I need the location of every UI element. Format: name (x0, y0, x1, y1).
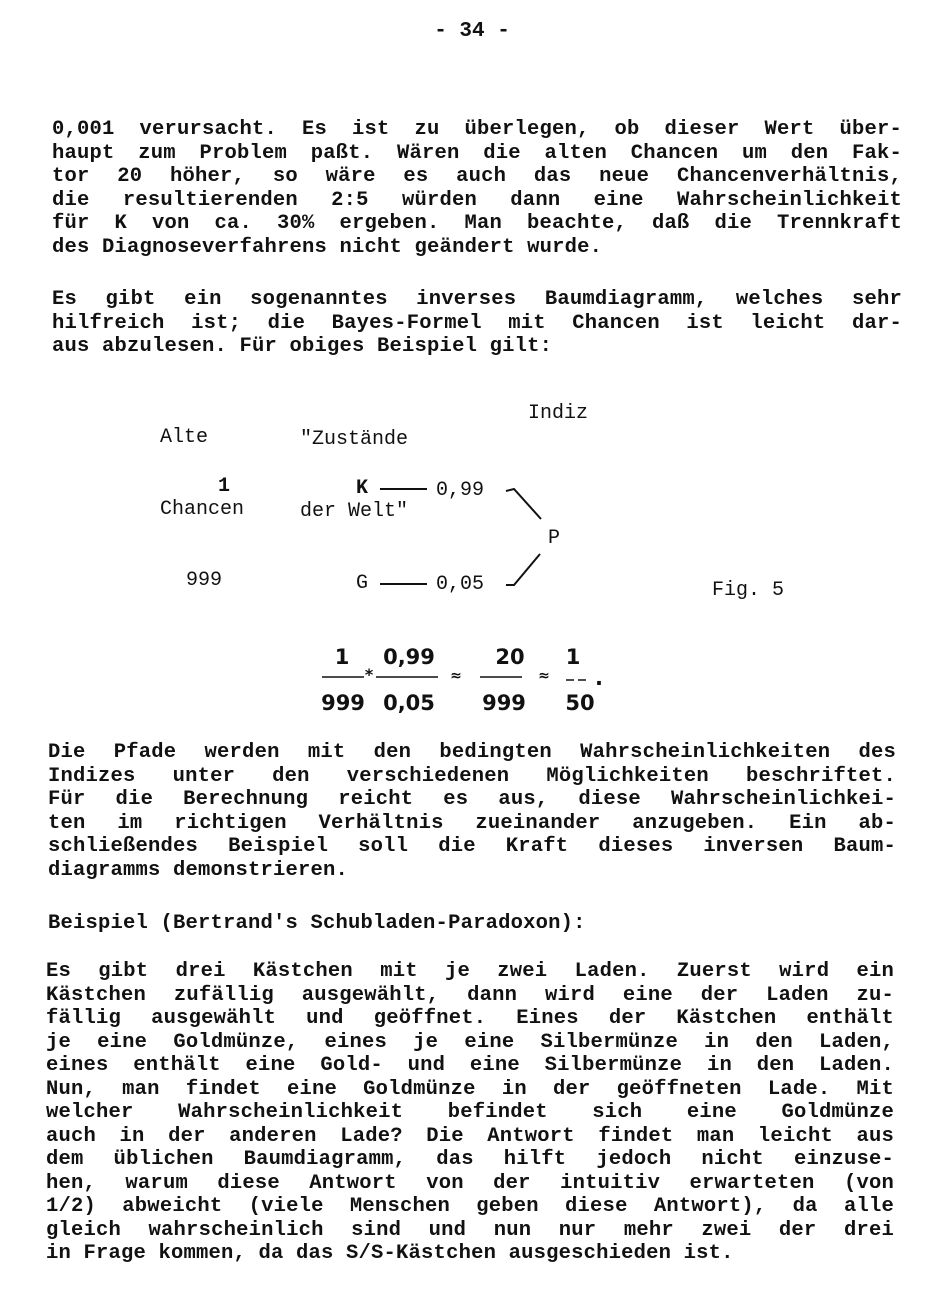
paragraph-1 (52, 118, 902, 259)
edge-k-to-p (506, 489, 541, 519)
paragraph-3 (48, 741, 896, 882)
prob-k: 0,99 (436, 479, 485, 502)
frac2-denominator: 0,05 (383, 691, 435, 715)
heading-text: Beispiel (Bertrand's Schubladen-Paradoxon): (48, 912, 586, 935)
text-line: 0,001 verursacht. Es ist zu überlegen, ob dieser Wert über- (52, 118, 902, 141)
text-line: Die Pfade werden mit den bedingten Wahrscheinlichkeiten des (48, 741, 896, 764)
frac1-numerator: 1 (334, 645, 350, 669)
odds-k: 1 (218, 475, 231, 498)
header-line: "Zustände (300, 428, 409, 451)
state-k: K (356, 477, 369, 500)
text-line: fällig ausgewählt und geöffnet. Eines der Kästchen enthält (46, 1007, 894, 1030)
state-g: G (356, 572, 369, 595)
approx-sign-1: ≈ (450, 668, 462, 684)
odds-g: 999 (186, 569, 223, 592)
text-line: auch in der anderen Lade? Die Antwort findet man leicht aus (46, 1124, 894, 1148)
paragraph-4 (46, 960, 894, 1266)
frac4-denominator: 50 (565, 691, 595, 715)
frac4-numerator: 1 (565, 645, 581, 669)
header-indicator: Indiz (528, 402, 589, 425)
page-number: - 34 - (434, 20, 510, 43)
text-line: Für die Berechnung reicht es aus, diese Wahrscheinlichkei- (48, 788, 896, 811)
text-line: in Frage kommen, da das S/S-Kästchen ausgeschieden ist. (46, 1242, 734, 1265)
header-old-odds (160, 378, 244, 570)
text-line: Nun, man findet eine Goldmünze in der geöffneten Lade. Mit (46, 1077, 894, 1101)
header-line: Chancen (160, 498, 245, 521)
text-line: für K von ca. 30% ergeben. Man beachte, daß die Trennkraft (52, 212, 902, 235)
frac3-numerator: 20 (495, 645, 525, 669)
header-line: Alte (160, 426, 209, 449)
text-line: diagramms demonstrieren. (48, 858, 349, 882)
text-line: Indizes unter den verschiedenen Möglichkeiten beschriftet. (48, 764, 896, 788)
frac2-numerator: 0,99 (383, 645, 435, 669)
approx-sign-2: ≈ (538, 668, 550, 684)
indicator-p: P (548, 527, 561, 550)
formula-period: . (595, 666, 603, 690)
text-line: aus abzulesen. Für obiges Beispiel gilt: (52, 335, 553, 358)
header-line: der Welt" (300, 500, 409, 523)
text-line: tor 20 höher, so wäre es auch das neue Chancenverhältnis, (52, 165, 902, 188)
example-heading (48, 912, 898, 936)
text-line: Kästchen zufällig ausgewählt, dann wird eine der Laden zu- (46, 983, 894, 1007)
text-line: gleich wahrscheinlich sind und nun nur mehr zwei der drei (46, 1218, 894, 1242)
paragraph-2 (52, 288, 902, 359)
text-line: 1/2) abweicht (viele Menschen geben diese Antwort), da alle (46, 1195, 894, 1218)
text-line: eines enthält eine Gold- und eine Silbermünze in den Laden. (46, 1054, 894, 1077)
text-line: ten im richtigen Verhältnis zueinander anzugeben. Ein ab- (48, 811, 896, 835)
figure-caption: Fig. 5 (712, 579, 785, 602)
header-states (300, 380, 408, 572)
text-line: des Diagnoseverfahrens nicht geändert wurde. (52, 235, 603, 259)
frac1-denominator: 999 (321, 691, 365, 715)
text-line: welcher Wahrscheinlichkeit befindet sich eine Goldmünze (46, 1101, 894, 1124)
text-line: je eine Goldmünze, eines je eine Silbermünze in den Laden, (46, 1030, 894, 1054)
times-sign: * (364, 665, 374, 684)
text-line: schließendes Beispiel soll die Kraft dieses inversen Baum- (48, 835, 896, 858)
text-line: haupt zum Problem paßt. Wären die alten Chancen um den Fak- (52, 141, 902, 165)
text-line: Es gibt ein sogenanntes inverses Baumdiagramm, welches sehr (52, 288, 902, 311)
text-line: die resultierenden 2:5 würden dann eine Wahrscheinlichkeit (52, 188, 902, 212)
frac3-denominator: 999 (482, 691, 526, 715)
text-line: hilfreich ist; die Bayes-Formel mit Chancen ist leicht dar- (52, 311, 902, 335)
text-line: hen, warum diese Antwort von der intuitiv erwarteten (von (46, 1171, 894, 1195)
prob-g: 0,05 (436, 573, 485, 596)
text-line: Es gibt drei Kästchen mit je zwei Laden. Zuerst wird ein (46, 960, 894, 983)
text-line: dem üblichen Baumdiagramm, das hilft jedoch nicht einzuse- (46, 1148, 894, 1171)
edge-g-to-p (506, 554, 540, 585)
